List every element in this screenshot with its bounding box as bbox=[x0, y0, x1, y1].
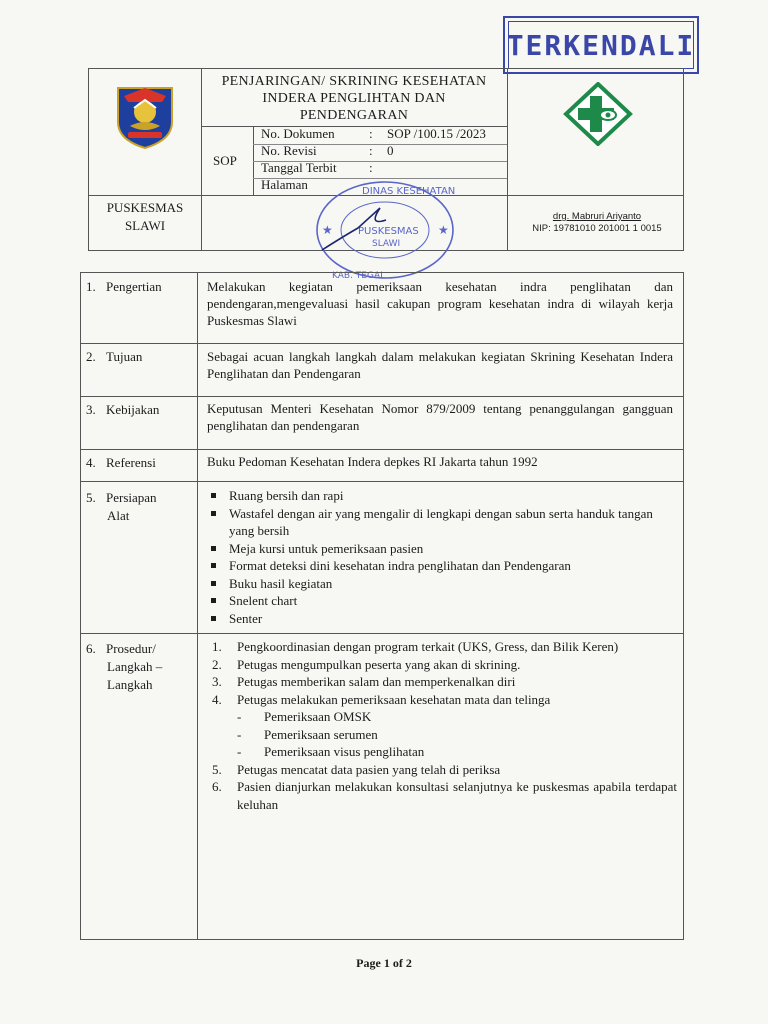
list-item: - Pemeriksaan visus penglihatan bbox=[207, 743, 677, 761]
svg-text:KAB. TEGAL: KAB. TEGAL bbox=[332, 271, 386, 281]
terkendali-stamp bbox=[503, 16, 699, 74]
label-kebijakan: 3. Kebijakan bbox=[86, 402, 160, 417]
list-item: - Pemeriksaan serumen bbox=[207, 726, 677, 744]
meta-no-revisi: No. Revisi : 0 bbox=[261, 143, 394, 158]
prosedur-steps bbox=[207, 638, 677, 813]
signer-nip: NIP: 19781010 201001 1 0015 bbox=[532, 223, 662, 234]
list-item: 1. Pengkoordinasian dengan program terkait (UKS, Gress, dan Bilik Keren) bbox=[212, 639, 619, 654]
list-item: 3. Petugas memberikan salam dan memperkenalkan diri bbox=[212, 674, 516, 689]
list-item: Format deteksi dini kesehatan indra penglihatan dan Pendengaran bbox=[207, 557, 677, 575]
list-item: 5. Petugas mencatat data pasien yang telah di periksa bbox=[212, 761, 501, 777]
organization-name: PUSKESMAS SLAWI bbox=[106, 200, 184, 233]
stamp-text: TERKENDALI bbox=[506, 28, 696, 62]
list-item: Meja kursi untuk pemeriksaan pasien bbox=[207, 540, 677, 558]
list-item: Wastafel dengan air yang mengalir di lengkapi dengan sabun serta handuk tangan yang bersih bbox=[207, 505, 677, 540]
list-item: 6. Pasien dianjurkan melakukan konsultasi selanjutnya ke puskesmas apabila terdapat keluhan bbox=[212, 779, 677, 812]
document-title: PENJARINGAN/ SKRINING KESEHATAN INDERA PENGLIHTAN DAN PENDENGARAN bbox=[221, 74, 487, 123]
regency-emblem-icon bbox=[112, 82, 178, 150]
text-tujuan: Sebagai acuan langkah langkah dalam melakukan kegiatan Skrining Kesehatan Indera Penglihatan dan Pendengaran bbox=[207, 349, 673, 381]
label-persiapan-alat: 5. Persiapan Alat bbox=[86, 490, 157, 523]
signer-name: drg. Mabruri Ariyanto bbox=[552, 211, 642, 222]
label-pengertian: 1. Pengertian bbox=[86, 279, 162, 294]
list-item: Ruang bersih dan rapi bbox=[207, 487, 677, 505]
list-item: - Pemeriksaan OMSK bbox=[207, 708, 677, 726]
svg-text:DINAS KESEHATAN: DINAS KESEHATAN bbox=[362, 186, 456, 197]
svg-text:SLAWI: SLAWI bbox=[372, 239, 401, 249]
meta-tanggal-terbit: Tanggal Terbit : bbox=[261, 160, 373, 175]
puskesmas-logo-icon bbox=[562, 82, 634, 146]
signature-block bbox=[511, 211, 683, 235]
text-kebijakan: Keputusan Menteri Kesehatan Nomor 879/2009 tentang penanggulangan gangguan penglihatan dan pendengaran bbox=[207, 401, 673, 433]
svg-text:PUSKESMAS: PUSKESMAS bbox=[358, 226, 419, 237]
sop-label: SOP bbox=[213, 153, 237, 168]
list-item: Buku hasil kegiatan bbox=[207, 575, 677, 593]
svg-text:★: ★ bbox=[438, 223, 449, 237]
list-item: 2. Petugas mengumpulkan peserta yang akan di skrining. bbox=[212, 656, 521, 672]
meta-no-dokumen: No. Dokumen : SOP /100.15 /2023 bbox=[261, 126, 486, 141]
persiapan-alat-list bbox=[207, 487, 677, 627]
list-item: 4. Petugas melakukan pemeriksaan kesehatan mata dan telinga bbox=[212, 691, 551, 707]
label-prosedur: 6. Prosedur/ Langkah – Langkah bbox=[86, 641, 163, 692]
svg-text:★: ★ bbox=[322, 223, 333, 237]
text-pengertian: Melakukan kegiatan pemeriksaan kesehatan indra penglihatan dan pendengaran,mengevaluasi hasil cakupan program kesehatan indra di wilayah kerja Puskesmas Slawi bbox=[207, 279, 673, 328]
page-number: Page 1 of 2 bbox=[356, 956, 412, 970]
list-item: Senter bbox=[207, 610, 677, 628]
text-referensi: Buku Pedoman Kesehatan Indera depkes RI Jakarta tahun 1992 bbox=[207, 454, 538, 469]
label-tujuan: 2. Tujuan bbox=[86, 349, 143, 364]
list-item: Snelent chart bbox=[207, 592, 677, 610]
label-referensi: 4. Referensi bbox=[86, 455, 156, 470]
meta-halaman: Halaman bbox=[261, 177, 308, 192]
